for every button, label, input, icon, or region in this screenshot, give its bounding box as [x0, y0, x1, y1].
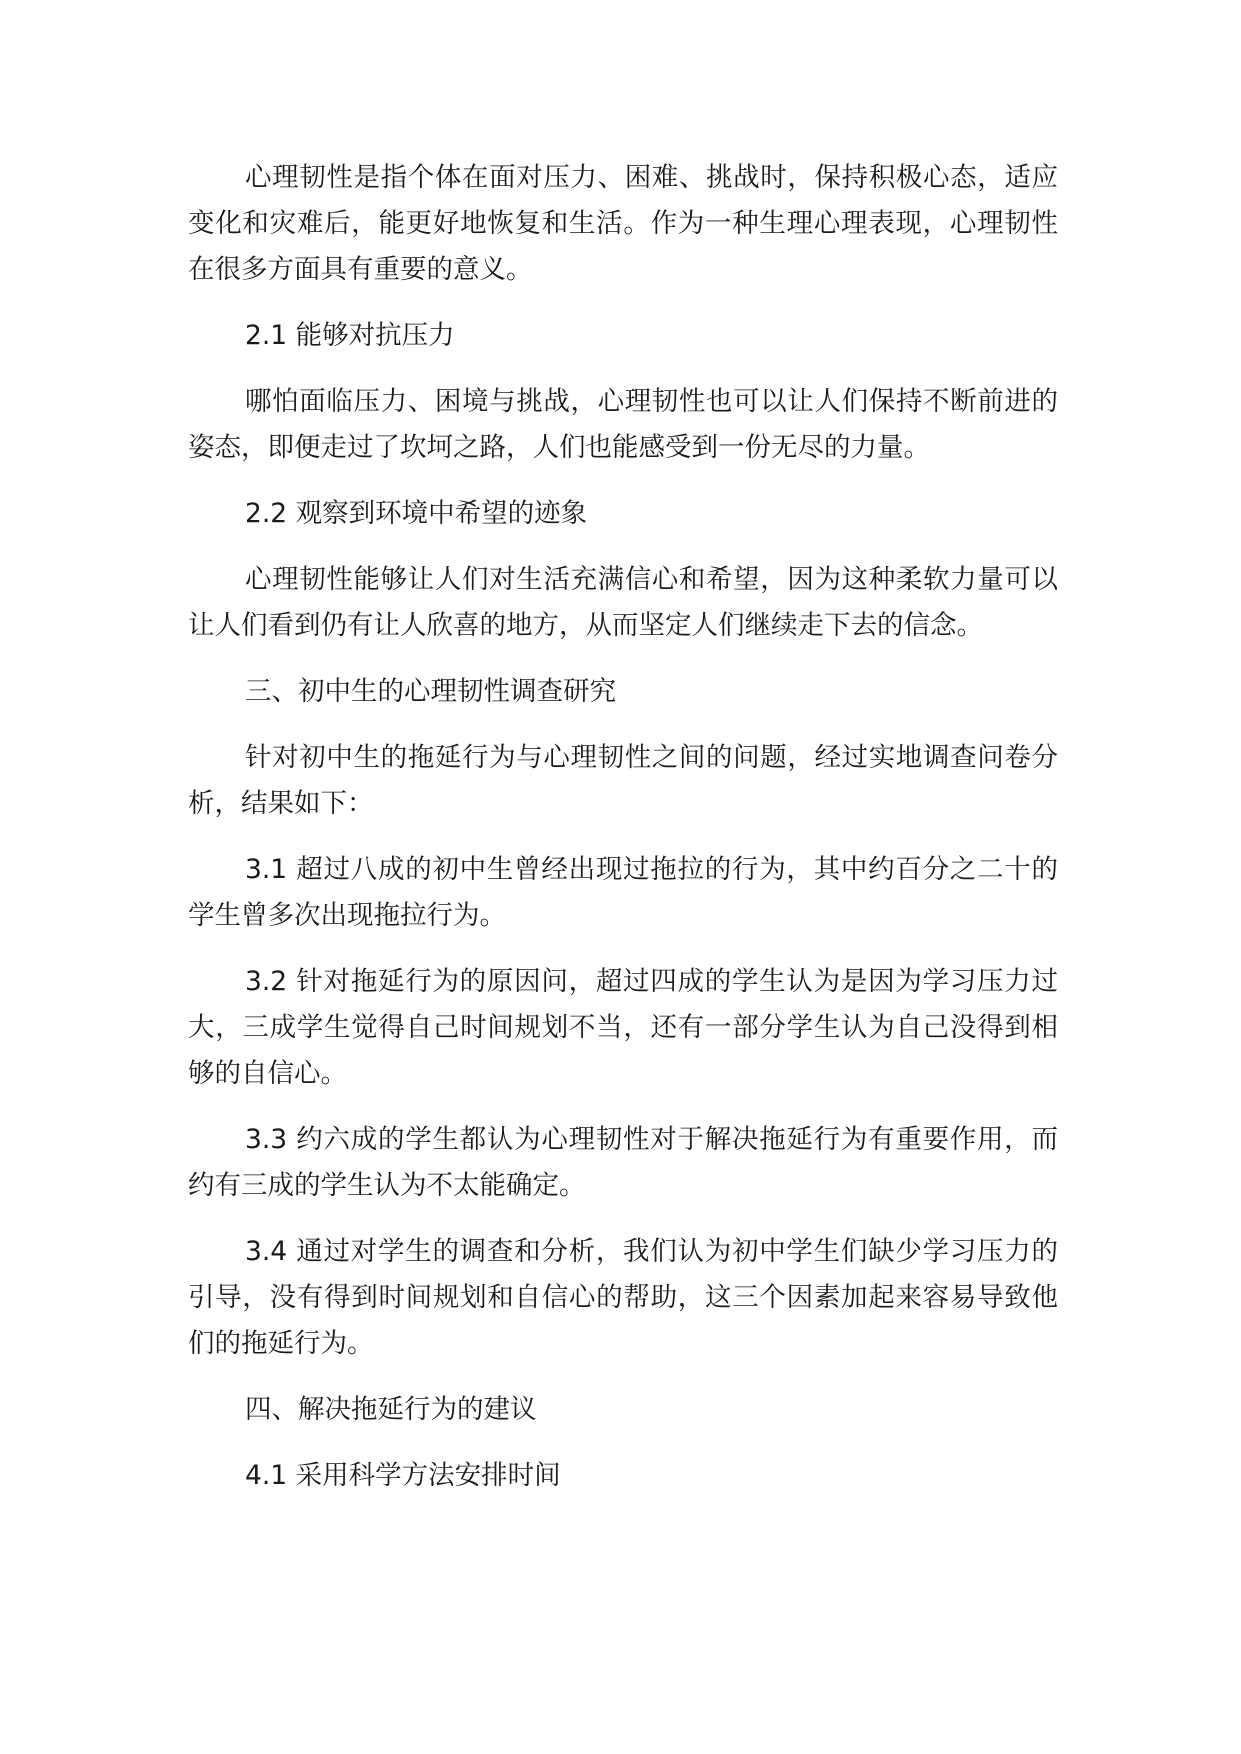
document-body: [188, 155, 1058, 1519]
finding-3-2: 3.2 针对拖延行为的原因问，超过四成的学生认为是因为学习压力过大，三成学生觉得自己时间规划不当，还有一部分学生认为自己没得到相够的自信心。: [188, 966, 1058, 1089]
intro-paragraph: 心理韧性是指个体在面对压力、困难、挑战时，保持积极心态，适应变化和灾难后，能更好地恢复和生活。作为一种生理心理表现，心理韧性在很多方面具有重要的意义。: [188, 162, 1058, 285]
paragraph-2-2: 心理韧性能够让人们对生活充满信心和希望，因为这种柔软力量可以让人们看到仍有让人欣喜的地方，从而坚定人们继续走下去的信念。: [188, 564, 1058, 641]
finding-3-1: 3.1 超过八成的初中生曾经出现过拖拉的行为，其中约百分之二十的学生曾多次出现拖拉行为。: [188, 854, 1058, 931]
heading-4-1: 4.1 采用科学方法安排时间: [245, 1460, 561, 1491]
paragraph-section-3: 针对初中生的拖延行为与心理韧性之间的问题，经过实地调查问卷分析，结果如下：: [188, 742, 1058, 819]
heading-section-4: 四、解决拖延行为的建议: [245, 1394, 537, 1425]
finding-3-4: 3.4 通过对学生的调查和分析，我们认为初中学生们缺少学习压力的引导，没有得到时间规划和自信心的帮助，这三个因素加起来容易导致他们的拖延行为。: [188, 1236, 1058, 1359]
finding-3-3: 3.3 约六成的学生都认为心理韧性对于解决拖延行为有重要作用，而约有三成的学生认为不太能确定。: [188, 1124, 1058, 1201]
heading-2-2: 2.2 观察到环境中希望的迹象: [245, 498, 588, 529]
heading-2-1: 2.1 能够对抗压力: [245, 320, 455, 351]
paragraph-2-1: 哪怕面临压力、困境与挑战，心理韧性也可以让人们保持不断前进的姿态，即便走过了坎坷之路，人们也能感受到一份无尽的力量。: [188, 386, 1058, 463]
heading-section-3: 三、初中生的心理韧性调查研究: [245, 676, 616, 707]
